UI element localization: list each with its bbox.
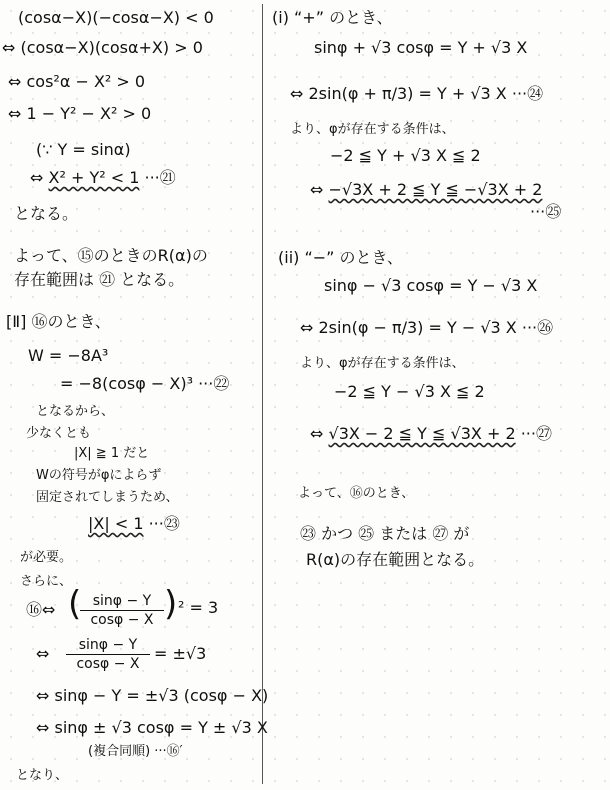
line-sin-plus-pi3: ⇔ 2sin(φ + π/3) = Y + √3 X ···㉔ xyxy=(290,84,544,103)
fraction-ratio xyxy=(66,636,150,673)
equivalence-arrow: ⇔ xyxy=(30,168,44,187)
case-plus-heading: (i) “+” のとき、 xyxy=(272,8,393,27)
line-abs-x-ge-1: |X| ≧ 1 だと xyxy=(74,446,150,461)
line-range-25 xyxy=(310,180,542,200)
equation-ref-21: ···㉑ xyxy=(144,168,176,187)
line-range-21: 存在範囲は ㉑ となる。 xyxy=(14,270,185,289)
line-bound-plus: −2 ≦ Y + √3 X ≦ 2 xyxy=(330,146,481,165)
ratio-denominator: cosφ − X xyxy=(76,656,140,672)
fraction-denominator: cosφ − X xyxy=(90,612,154,628)
line-combination: ㉓ かつ ㉕ または ㉗ が xyxy=(300,524,470,543)
line-circle-condition xyxy=(30,168,176,188)
left-paren: ( xyxy=(68,584,82,624)
line-range-27 xyxy=(310,424,552,444)
line-same-order: (複合同順) ···⑯′ xyxy=(88,744,183,759)
line-one-minus: ⇔ 1 − Y² − X² > 0 xyxy=(8,104,152,123)
line-condition-plus: より、φが存在する条件は、 xyxy=(290,122,455,137)
line-therefore-16: よって、⑯のとき、 xyxy=(298,486,415,501)
fraction-numerator: sinφ − Y xyxy=(80,592,164,611)
line-conclusion: となる。 xyxy=(14,204,79,223)
line-becomes: となるから、 xyxy=(36,404,115,419)
line-sin-minus-y: ⇔ sinφ − Y = ±√3 (cosφ − X) xyxy=(36,686,269,705)
equation-ref-25: ···㉕ xyxy=(530,202,562,221)
line-equivalent-product: ⇔ (cosα−X)(cosα+X) > 0 xyxy=(2,38,203,57)
line-inequality-start: (cosα−X)(−cosα−X) < 0 xyxy=(18,8,214,27)
line-at-least: 少なくとも xyxy=(26,426,92,441)
ratio-numerator: sinφ − Y xyxy=(66,636,150,655)
line-16-lead: ⑯⇔ xyxy=(26,600,56,619)
line-therefore: よって、⑮のときのR(α)の xyxy=(14,246,208,265)
line-sign-of-w: Wの符号がφによらず xyxy=(36,468,162,483)
line-final-range: R(α)の存在範囲となる。 xyxy=(306,550,485,569)
line-necessary: が必要。 xyxy=(20,550,73,565)
equation-ref-27: ···㉗ xyxy=(520,424,552,443)
abs-x-condition: |X| < 1 xyxy=(88,514,144,533)
line-because-note: (∵ Y = sinα) xyxy=(36,140,131,159)
line-minus-equation: sinφ − √3 cosφ = Y − √3 X xyxy=(324,276,538,295)
equation-ref-23: ···㉓ xyxy=(148,514,180,533)
line-bound-minus: −2 ≦ Y − √3 X ≦ 2 xyxy=(334,382,485,401)
line-and-so: となり、 xyxy=(16,768,69,783)
column-divider xyxy=(262,4,263,784)
line-w-definition: W = −8A³ xyxy=(28,346,109,365)
equivalence-arrow: ⇔ xyxy=(310,424,324,443)
line-w-cubed: = −8(cosφ − X)³ ···㉒ xyxy=(60,374,230,393)
equivalence-arrow: ⇔ xyxy=(310,180,324,199)
line-fixed: 固定されてしまうため、 xyxy=(36,490,179,505)
line-abs-x-lt-1 xyxy=(88,514,180,534)
squared-equals-three: ² = 3 xyxy=(178,598,219,617)
line-cos-squared: ⇔ cos²α − X² > 0 xyxy=(8,72,146,91)
line-combined: ⇔ sinφ ± √3 cosφ = Y ± √3 X xyxy=(36,718,268,737)
circle-inequality: X² + Y² < 1 xyxy=(48,168,140,187)
case-minus-heading: (ii) “−” のとき、 xyxy=(278,248,403,267)
line-furthermore: さらに、 xyxy=(20,574,73,589)
section-heading-2: [Ⅱ] ⑯のとき、 xyxy=(6,312,111,331)
right-paren: ) xyxy=(164,584,178,624)
line-plus-equation: sinφ + √3 cosφ = Y + √3 X xyxy=(314,38,528,57)
line-condition-minus: より、φが存在する条件は、 xyxy=(300,356,465,371)
line-ratio-arrow: ⇔ xyxy=(36,644,50,663)
strip-inequality-25: −√3X + 2 ≦ Y ≦ −√3X + 2 xyxy=(328,180,543,199)
strip-inequality-27: √3X − 2 ≦ Y ≦ √3X + 2 xyxy=(328,424,516,443)
line-sin-minus-pi3: ⇔ 2sin(φ − π/3) = Y − √3 X ···㉖ xyxy=(300,318,554,337)
ratio-equals: = ±√3 xyxy=(154,644,207,663)
fraction-squared xyxy=(80,592,164,629)
